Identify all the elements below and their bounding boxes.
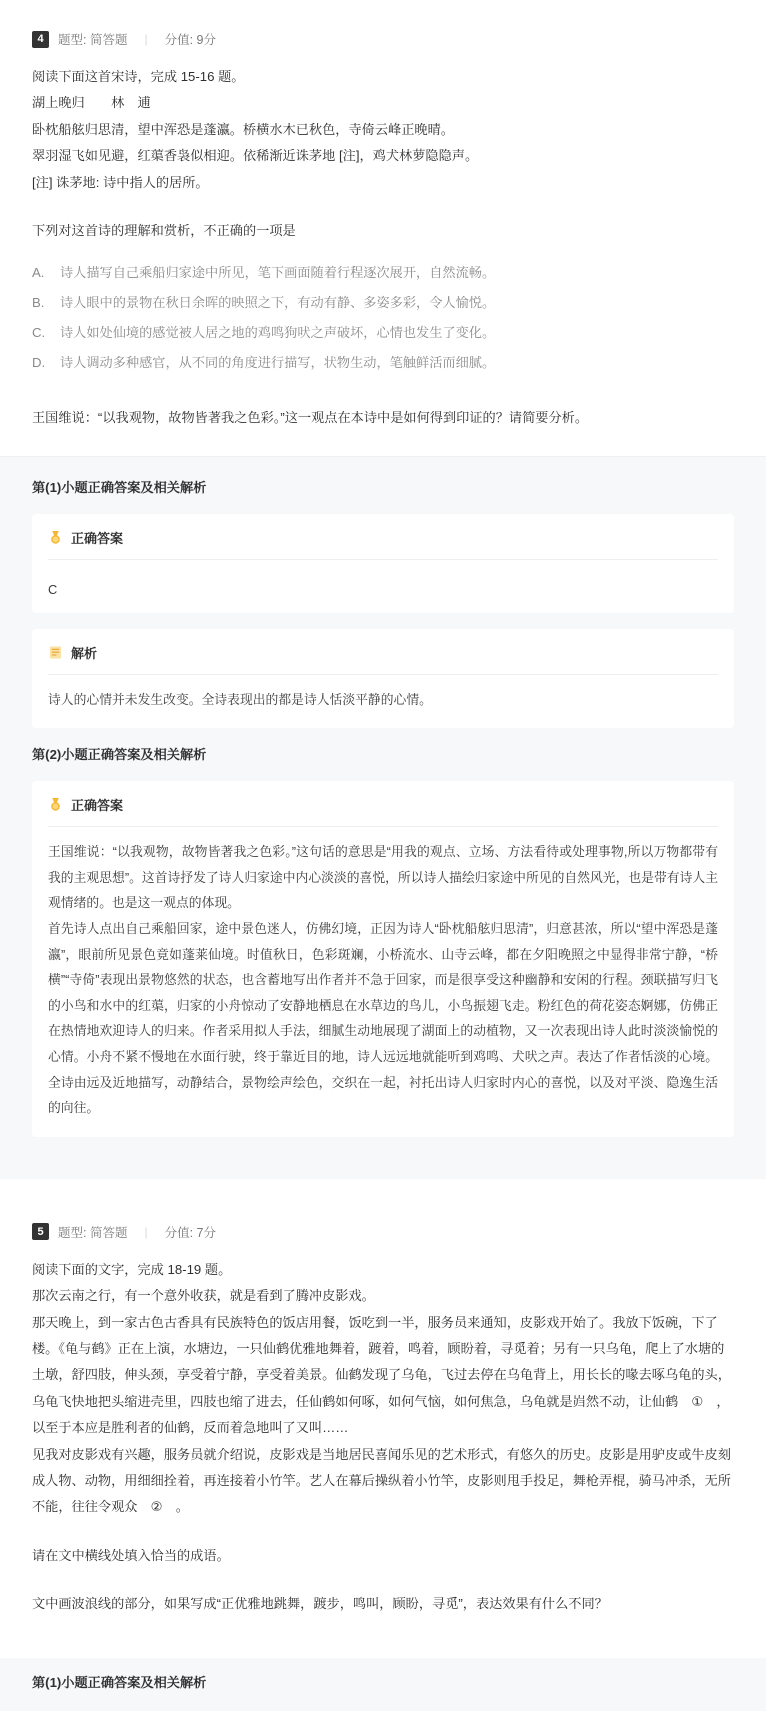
option-label: C. — [32, 324, 46, 340]
stem-line: 见我对皮影戏有兴趣，服务员就介绍说，皮影戏是当地居民喜闻乐见的艺术形式，有悠久的历史。皮影是用驴皮或牛皮刻成人物、动物，用细细拴着，再连接着小竹竿。艺人在幕后操纵着小竹竿，皮影则甩手投足，舞枪弄棍，骑马冲杀，无所不能，往往令观众 ② 。 — [32, 1446, 731, 1515]
stem-line: 翠羽湿飞如见避，红蕖香袅似相迎。依稀渐近诛茅地 [注]，鸡犬林萝隐隐声。 — [32, 148, 479, 164]
question-score-label: 分值: 7分 — [164, 1225, 216, 1240]
stem-line: 那次云南之行，有一个意外收获，就是看到了腾冲皮影戏。 — [32, 1288, 375, 1304]
correct-answer-value: C — [48, 581, 58, 597]
analysis-text — [48, 687, 718, 713]
option-label: A. — [32, 265, 45, 281]
analysis-paragraph: 诗人的心情并未发生改变。全诗表现出的都是诗人恬淡平静的心情。 — [48, 691, 432, 707]
subprompt-text: 文中画波浪线的部分，如果写成“正优雅地跳舞，踱步，鸣叫，顾盼，寻觅”，表达效果有什么不同？ — [32, 1596, 608, 1612]
question-number-badge: 5 — [32, 1223, 49, 1240]
question-score-label: 分值: 9分 — [164, 33, 216, 47]
meta-separator: | — [144, 1224, 148, 1239]
analysis-label: 解析 — [71, 645, 98, 661]
option-c[interactable] — [32, 318, 734, 348]
question-block-4 — [0, 12, 766, 456]
answer-paragraph: 首先诗人点出自己乘船回家，途中景色迷人，仿佛幻境，正因为诗人“卧枕船舷归思清”，归意甚浓，所以“望中浑恐是蓬瀛”，眼前所见景色竟如蓬莱仙境。时值秋日，色彩斑斓，小桥流水、山寺云峰，都在夕阳晚照之中显得非常宁静，“桥横”“寺倚”表现出景物悠然的状态，也含蓄地写出作者并不急于回家，而是很享受这种幽静和安闲的行程。颈联描写归飞的小鸟和水中的红蕖，归家的小舟惊动了安静地栖息在水草边的鸟儿，小鸟振翅飞走。粉红色的荷花姿态婀娜，仿佛正在热情地欢迎诗人的归来。作者采用拟人手法，细腻生动地展现了湖面上的动植物，又一次表现出诗人此时淡淡愉悦的心情。小舟不紧不慢地在水面行驶，终于靠近目的地，诗人远远地就能听到鸡鸣、犬吠之声。表达了作者恬淡的心境。全诗由远及近地描写，动静结合，景物绘声绘色，交织在一起，衬托出诗人归家时内心的喜悦，以及对平淡、隐逸生活的向往。 — [48, 921, 718, 1116]
correct-answer-text — [48, 839, 718, 1121]
correct-answer-card-2 — [32, 781, 734, 1137]
stem-line: 阅读下面的文字，完成 18-19 题。 — [32, 1261, 232, 1277]
question-prompt: 下列对这首诗的理解和赏析，不正确的一项是 — [32, 223, 296, 239]
option-label: D. — [32, 354, 46, 370]
pre-bottom-gap — [0, 1628, 766, 1658]
options-list-4 — [32, 258, 734, 377]
question-block-5 — [0, 1205, 766, 1628]
option-b[interactable] — [32, 288, 734, 318]
answer-section-title-1: 第(1)小题正确答案及相关解析 — [32, 479, 207, 495]
stem-line: [注] 诛茅地: 诗中指人的居所。 — [32, 174, 209, 190]
stem-spacer — [32, 196, 734, 218]
analysis-card-1 — [32, 629, 734, 729]
top-spacer — [0, 0, 766, 12]
option-text: 诗人调动多种感官，从不同的角度进行描写，状物生动，笔触鲜活而细腻。 — [60, 354, 496, 370]
correct-answer-label: 正确答案 — [71, 530, 124, 546]
question-header-5 — [32, 1223, 734, 1241]
question-stem-4 — [32, 64, 734, 244]
question-header-4 — [32, 30, 734, 48]
correct-answer-card-1 — [32, 514, 734, 613]
option-text: 诗人如处仙境的感觉被人居之地的鸡鸣狗吠之声破坏，心情也发生了变化。 — [60, 324, 496, 340]
answer-panel-4 — [0, 456, 766, 1179]
prompt-spacer — [32, 1569, 734, 1591]
card-divider — [48, 826, 718, 827]
subprompt-text: 王国维说：“以我观物，故物皆著我之色彩。”这一观点在本诗中是如何得到印证的？请简要分析。 — [32, 410, 589, 426]
question-type-label: 题型: 简答题 — [58, 1225, 128, 1240]
section-gap — [0, 1179, 766, 1205]
document-icon — [48, 645, 63, 660]
answer-section-title-2: 第(2)小题正确答案及相关解析 — [32, 747, 207, 763]
stem-spacer — [32, 1521, 734, 1543]
options-spacer — [32, 383, 734, 405]
question-prompt: 请在文中横线处填入恰当的成语。 — [32, 1547, 230, 1563]
card-heading-row — [48, 643, 718, 662]
question-stem-5 — [32, 1257, 734, 1618]
option-label: B. — [32, 295, 45, 311]
block-bottom-spacer — [32, 432, 734, 446]
option-text: 诗人眼中的景物在秋日余晖的映照之下，有动有静、多姿多彩，令人愉悦。 — [60, 295, 496, 311]
stem-line: 阅读下面这首宋诗，完成 15-16 题。 — [32, 69, 245, 84]
stem-line: 卧枕船舷归思清，望中浑恐是蓬瀛。桥横水木已秋色，寺倚云峰正晚晴。 — [32, 121, 454, 137]
question-type-label: 题型: 简答题 — [58, 33, 128, 47]
meta-separator: | — [144, 32, 148, 46]
card-divider — [48, 674, 718, 675]
card-divider — [48, 559, 718, 560]
question-number-badge: 4 — [32, 31, 49, 48]
stem-line: 湖上晚归 林 逋 — [32, 95, 151, 111]
stem-line: 那天晚上，到一家古色古香具有民族特色的饭店用餐，饭吃到一半，服务员来通知，皮影戏开始了。我放下饭碗，下了楼。《龟与鹤》正在上演，水塘边，一只仙鹤优雅地舞着，踱着，鸣着，顾盼着，寻觅着；另有一只乌龟，爬上了水塘的土墩，舒四肢，伸头颈，享受着宁静，享受着美景。仙鹤发现了乌龟，飞过去停在乌龟背上，用长长的喙去啄乌龟的头，乌龟飞快地把头缩进壳里，四肢也缩了进去，任仙鹤如何啄，如何气恼，如何焦急，乌龟就是岿然不动，让仙鹤 ① ，以至于本应是胜利者的仙鹤，反而着急地叫了又叫…… — [32, 1314, 731, 1436]
question-subprompt-4 — [32, 405, 734, 431]
answer-section-title-5-1: 第(1)小题正确答案及相关解析 — [0, 1658, 766, 1711]
card-heading-row — [48, 528, 718, 547]
option-d[interactable] — [32, 348, 734, 378]
medal-icon — [48, 797, 63, 812]
option-a[interactable] — [32, 258, 734, 288]
card-heading-row — [48, 795, 718, 814]
correct-answer-label: 正确答案 — [71, 798, 124, 814]
medal-icon — [48, 530, 63, 545]
answer-paragraph: 王国维说：“以我观物，故物皆著我之色彩。”这句话的意思是“用我的观点、立场、方法看待或处理事物,所以万物都带有我的主观思想”。这首诗抒发了诗人归家途中内心淡淡的喜悦，所以诗人描绘归家途中所见的自然风光，也是带有诗人主观情绪的。也是这一观点的体现。 — [48, 844, 718, 911]
option-text: 诗人描写自己乘船归家途中所见，笔下画面随着行程逐次展开，自然流畅。 — [60, 265, 496, 281]
